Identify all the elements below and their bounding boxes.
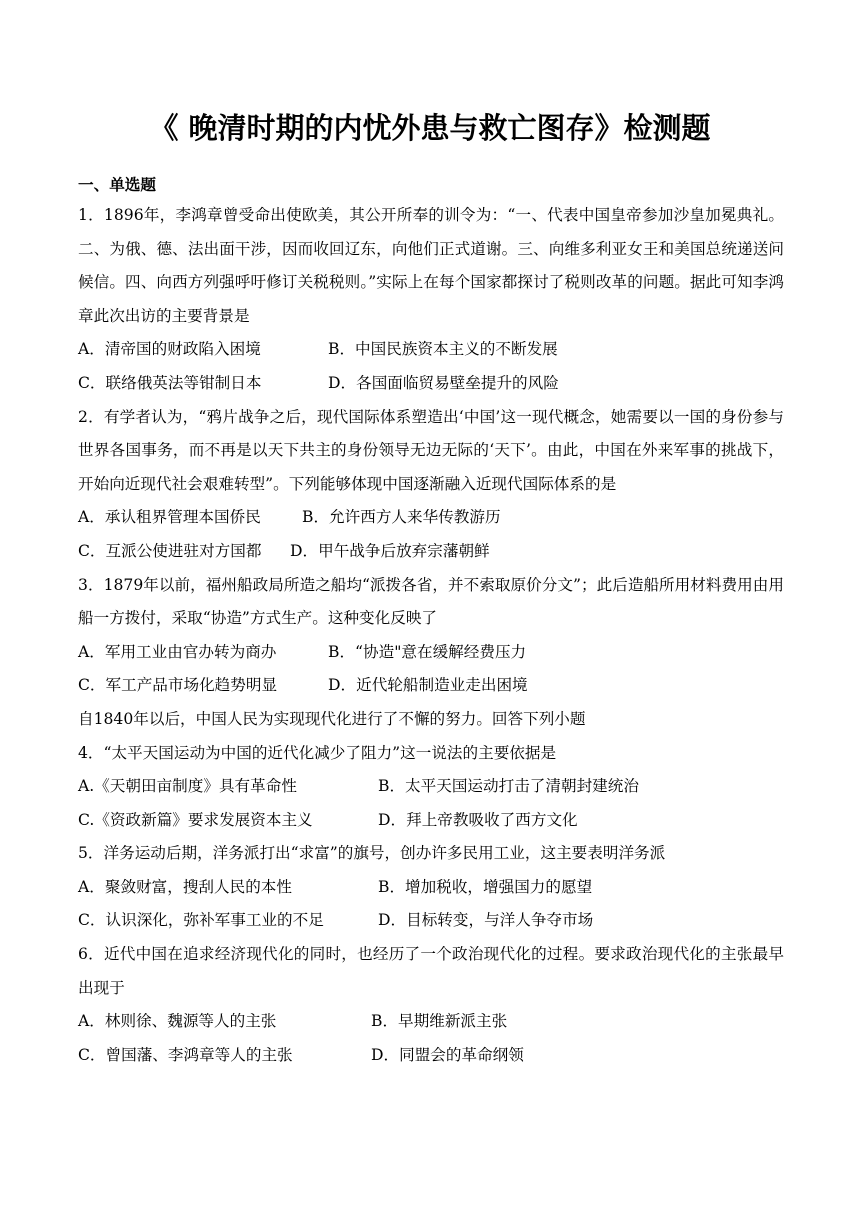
option-c: C.《资政新篇》要求发展资本主义 [78,810,313,829]
question-6 [78,938,784,1072]
question-stem: 5．洋务运动后期，洋务派打出“求富”的旗号，创办许多民用工业，这主要表明洋务派 [78,844,666,863]
option-a: A．聚敛财富，搜刮人民的本性 [78,877,292,896]
option-b: B．中国民族资本主义的不断发展 [328,340,558,359]
section-heading: 一、单选题 [78,175,156,194]
option-b: B．早期维新派主张 [371,1012,508,1031]
question-4 [78,703,784,837]
option-a: A．清帝国的财政陷入困境 [78,340,261,359]
question-stem: 1．1896年，李鸿章曾受命出使欧美，其公开所奉的训令为：“一、代表中国皇帝参加沙皇加冕典礼。二、为俄、德、法出面干涉，因而收回辽东，向他们正式道谢。三、向维多利亚女王和美国总统递送问候信。四、向西方列强呼吁修订关税税则。”实际上在每个国家都探讨了税则改革的问题。据此可知李鸿章此次出访的主要背景是 [78,206,784,325]
question-stem: 6．近代中国在追求经济现代化的同时，也经历了一个政治现代化的过程。要求政治现代化的主张最早出现于 [78,945,784,997]
option-row [78,535,784,569]
option-row [78,367,784,401]
option-d: D．同盟会的革命纲领 [371,1045,524,1064]
question-3 [78,569,784,703]
question-2 [78,401,784,569]
option-c: C．联络俄英法等钳制日本 [78,373,262,392]
document-title: 《 晚清时期的内忧外患与救亡图存》检测题 [149,111,711,145]
option-row [78,333,784,367]
option-a: A.《天朝田亩制度》具有革命性 [78,777,297,796]
question-stem: 2．有学者认为，“鸦片战争之后，现代国际体系塑造出‘中国’这一现代概念，她需要以一国的身份参与世界各国事务，而不再是以天下共主的身份领导无边无际的‘天下’。由此，中国在外来军事的挑战下，开始向近现代社会艰难转型”。下列能够体现中国逐渐融入近现代国际体系的是 [78,407,784,493]
question-5 [78,837,784,938]
option-b: B．允许西方人来华传教游历 [302,508,501,527]
option-row [78,501,784,535]
option-row [78,904,784,938]
question-1 [78,199,784,401]
option-b: B．太平天国运动打击了清朝封建统治 [378,777,639,796]
document-body [78,171,784,1072]
option-c: C．曾国藩、李鸿章等人的主张 [78,1045,293,1064]
option-row [78,636,784,670]
option-a: A．承认租界管理本国侨民 [78,508,261,527]
option-row [78,770,784,804]
option-d: D．甲午战争后放弃宗藩朝鲜 [290,541,490,560]
option-d: D．近代轮船制造业走出困境 [328,676,528,695]
option-d: D．各国面临贸易壁垒提升的风险 [328,373,559,392]
question-group-intro: 自1840年以后，中国人民为实现现代化进行了不懈的努力。回答下列小题 [78,709,586,728]
option-b: B．增加税收，增强国力的愿望 [378,877,593,896]
question-stem: 3．1879年以前，福州船政局所造之船均“派拨各省，并不索取原价分文”；此后造船所用材料费用由用船一方拨付，采取“协造”方式生产。这种变化反映了 [78,575,784,628]
option-a: A．军用工业由官办转为商办 [78,642,277,661]
option-d: D．目标转变，与洋人争夺市场 [378,911,594,930]
option-c: C．认识深化，弥补军事工业的不足 [78,911,324,930]
option-row [78,669,784,703]
option-row [78,1039,784,1073]
option-a: A．林则徐、魏源等人的主张 [78,1012,277,1031]
option-row [78,804,784,838]
option-row [78,1005,784,1039]
option-d: D．拜上帝教吸收了西方文化 [378,810,578,829]
option-c: C．互派公使进驻对方国都 [78,541,262,560]
option-b: B．“协造"意在缓解经费压力 [328,642,527,661]
question-stem: 4．“太平天国运动为中国的近代化减少了阻力”这一说法的主要依据是 [78,743,557,762]
option-c: C．军工产品市场化趋势明显 [78,676,278,695]
option-row [78,871,784,905]
